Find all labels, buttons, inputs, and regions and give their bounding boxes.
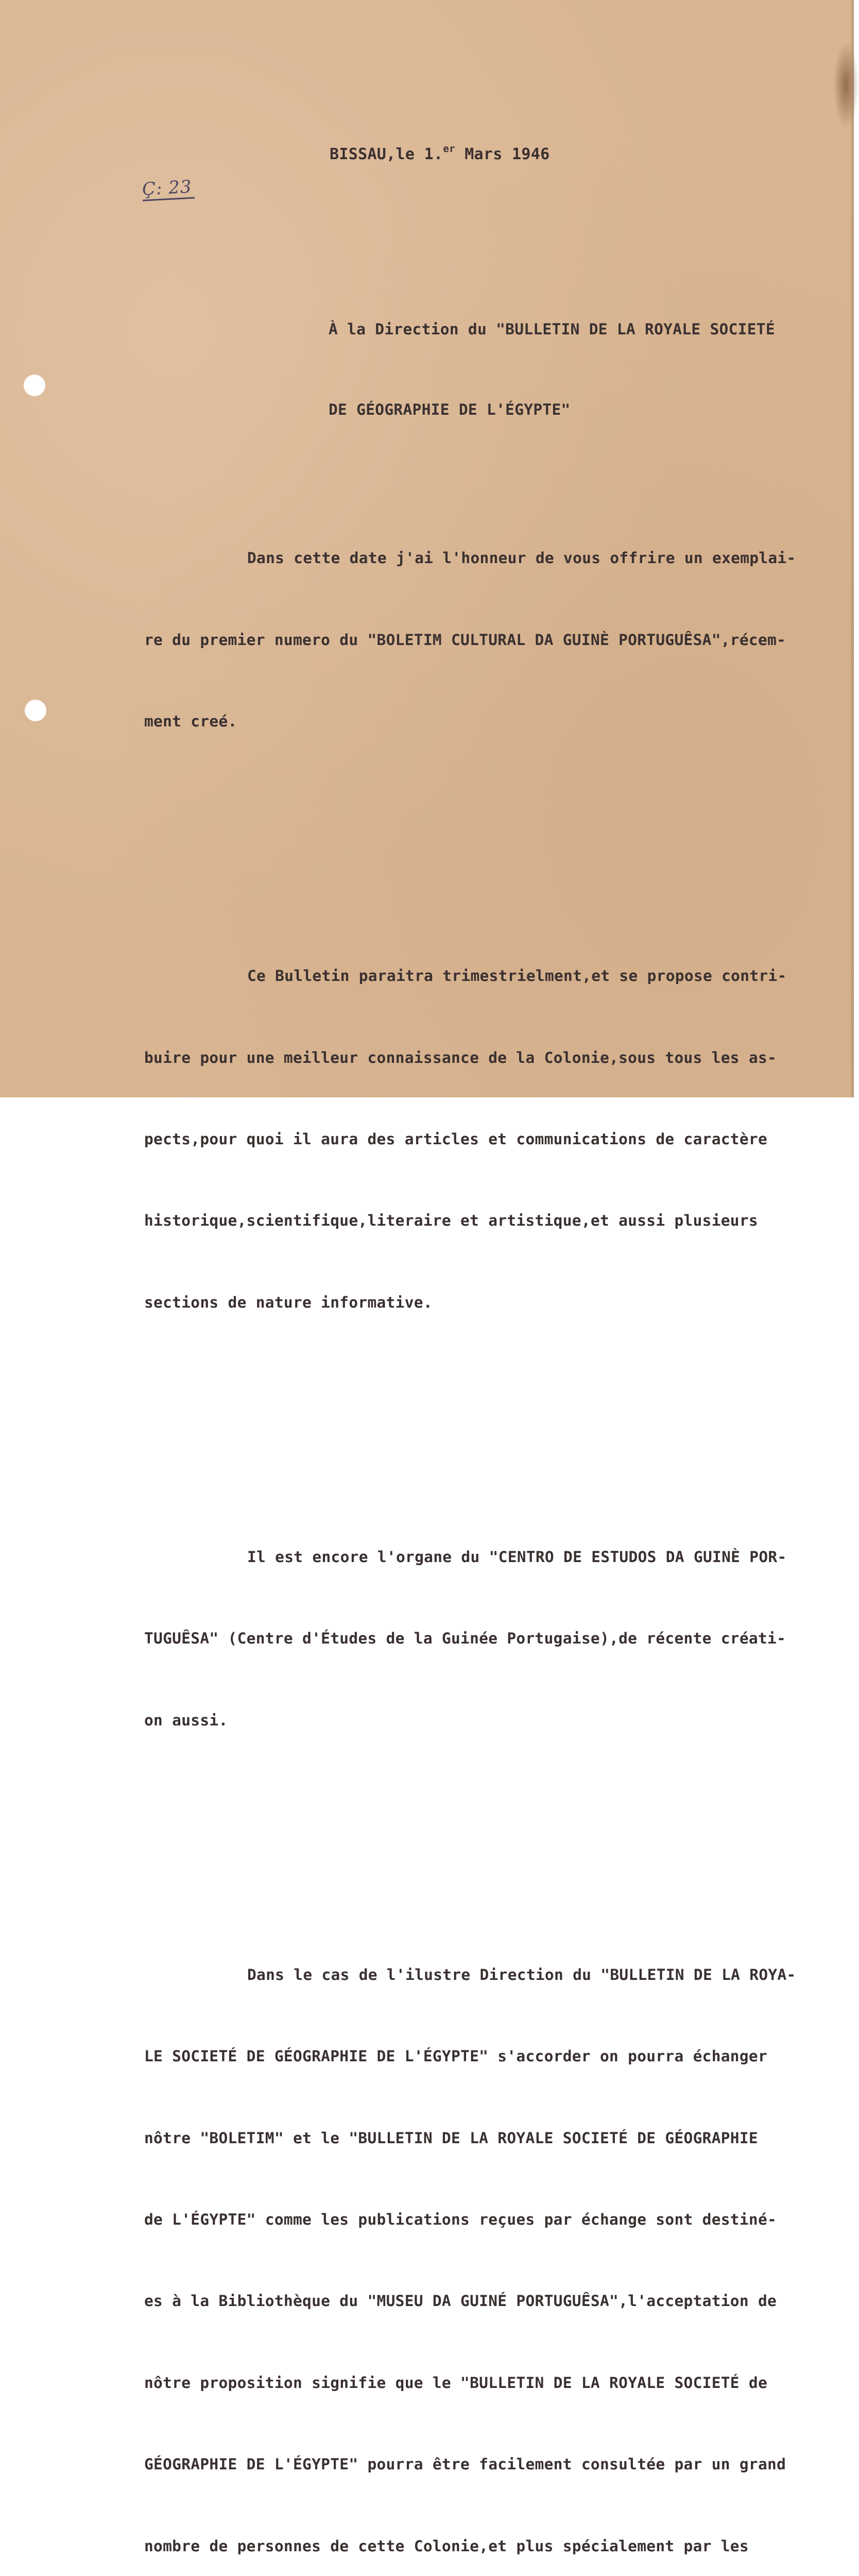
paragraph-line: sections de nature informative. — [144, 1293, 433, 1311]
paragraph — [144, 490, 796, 790]
punch-hole-top — [24, 375, 45, 396]
paragraph-line: historique,scientifique,literaire et artistique,et aussi plusieurs — [144, 1212, 758, 1230]
dateline-superscript: er — [443, 143, 455, 155]
recipient-line: À la Direction du "BULLETIN DE LA ROYALE SOCIETÉ — [329, 320, 775, 338]
paragraph-line: pects,pour quoi il aura des articles et communications de caractère — [144, 1130, 768, 1148]
paragraph-first-line: Dans cette date j'ai l'honneur de vous offrire un exemplai- — [247, 549, 796, 567]
paragraph — [144, 1907, 796, 2576]
handwritten-reference: Ç: 23 — [142, 176, 195, 201]
paragraph-line: buire pour une meilleur connaissance de la Colonie,sous tous les as- — [144, 1048, 777, 1066]
paragraph-line: LE SOCIETÉ DE GÉOGRAPHIE DE L'ÉGYPTE" s'accorder on pourra échanger — [144, 2047, 768, 2065]
paragraph-line: TUGUÊSA" (Centre d'Études de la Guinée Portugaise),de récente créati- — [144, 1630, 786, 1648]
page-edge — [850, 0, 854, 1097]
dateline — [330, 143, 549, 163]
paragraph — [144, 1489, 796, 1788]
paragraph-line: nôtre proposition signifie que le "BULLETIN DE LA ROYALE SOCIETÉ de — [144, 2374, 768, 2392]
paragraph-first-line: Ce Bulletin paraitra trimestrielment,et se propose contri- — [247, 967, 787, 985]
dateline-month-year: Mars 1946 — [455, 145, 550, 163]
paragraph-line — [144, 1544, 796, 1571]
paragraph-line: nôtre "BOLETIM" et le "BULLETIN DE LA ROYALE SOCIETÉ DE GÉOGRAPHIE — [144, 2129, 758, 2147]
letter-body — [144, 436, 796, 2576]
paragraph — [144, 908, 796, 1371]
paragraph-first-line: Il est encore l'organe du "CENTRO DE ESTUDOS DA GUINÈ POR- — [247, 1548, 787, 1566]
stain-mark — [833, 41, 859, 129]
paragraph-line — [144, 1961, 796, 1989]
paragraph-first-line: Dans le cas de l'ilustre Direction du "BULLETIN DE LA ROYA- — [247, 1965, 796, 1984]
paragraph-line — [144, 545, 796, 572]
paragraph-line: re du premier numero du "BOLETIM CULTURAL DA GUINÈ PORTUGUÊSA",récem- — [144, 631, 786, 649]
paragraph-line: GÉOGRAPHIE DE L'ÉGYPTE" pourra être facilement consultée par un grand — [144, 2455, 786, 2473]
recipient-line: DE GÉOGRAPHIE DE L'ÉGYPTE" — [329, 401, 571, 418]
dateline-city-date: BISSAU,le 1. — [330, 145, 443, 163]
paragraph-line: on aussi. — [144, 1711, 228, 1729]
paragraph-line: ment creé. — [144, 712, 237, 730]
paragraph-line: de L'ÉGYPTE" comme les publications reçues par échange sont destiné- — [144, 2211, 777, 2228]
paragraph-line: es à la Bibliothèque du "MUSEU DA GUINÉ PORTUGUÊSA",l'acceptation de — [144, 2292, 777, 2310]
punch-hole-bottom — [25, 700, 46, 721]
paragraph-line: nombre de personnes de cette Colonie,et plus spécialement par les — [144, 2537, 749, 2555]
paragraph-line — [144, 962, 796, 990]
